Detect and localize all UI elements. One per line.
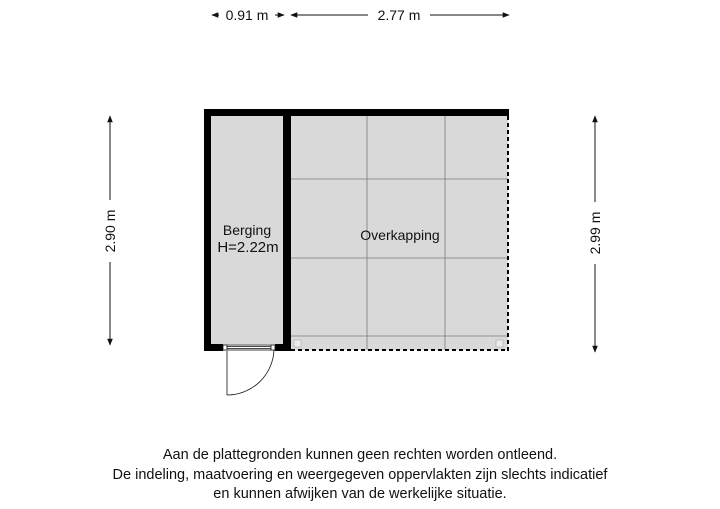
dimension-top-berging <box>212 7 284 23</box>
wall-bottom-left <box>204 344 223 351</box>
disclaimer-line: en kunnen afwijken van de werkelijke situatie. <box>213 486 507 502</box>
wall-divider <box>283 109 291 351</box>
berging-door <box>223 345 275 395</box>
disclaimer <box>0 446 720 505</box>
post-marker <box>496 340 503 347</box>
disclaimer-line: Aan de plattegronden kunnen geen rechten worden ontleend. <box>162 447 558 463</box>
disclaimer-line: De indeling, maatvoering en weergegeven oppervlakten zijn slechts indicatief <box>112 466 608 483</box>
room-name-berging: Berging <box>222 222 272 238</box>
dimension-label: 0.91 m <box>225 7 269 23</box>
dimension-label: 2.90 m <box>102 209 118 253</box>
dimension-label: 2.77 m <box>377 7 421 23</box>
room-name-overkapping: Overkapping <box>360 227 440 243</box>
wall-top <box>204 109 509 116</box>
dimension-left-height <box>102 116 118 345</box>
dimension-label: 2.99 m <box>587 211 603 255</box>
wall-bottom-right <box>275 344 291 351</box>
dimension-right-height <box>587 116 603 352</box>
dimension-top-overkapping <box>291 7 509 23</box>
room-height-berging: H=2.22m <box>217 239 279 256</box>
wall-left <box>204 109 211 351</box>
post-marker <box>294 340 301 347</box>
